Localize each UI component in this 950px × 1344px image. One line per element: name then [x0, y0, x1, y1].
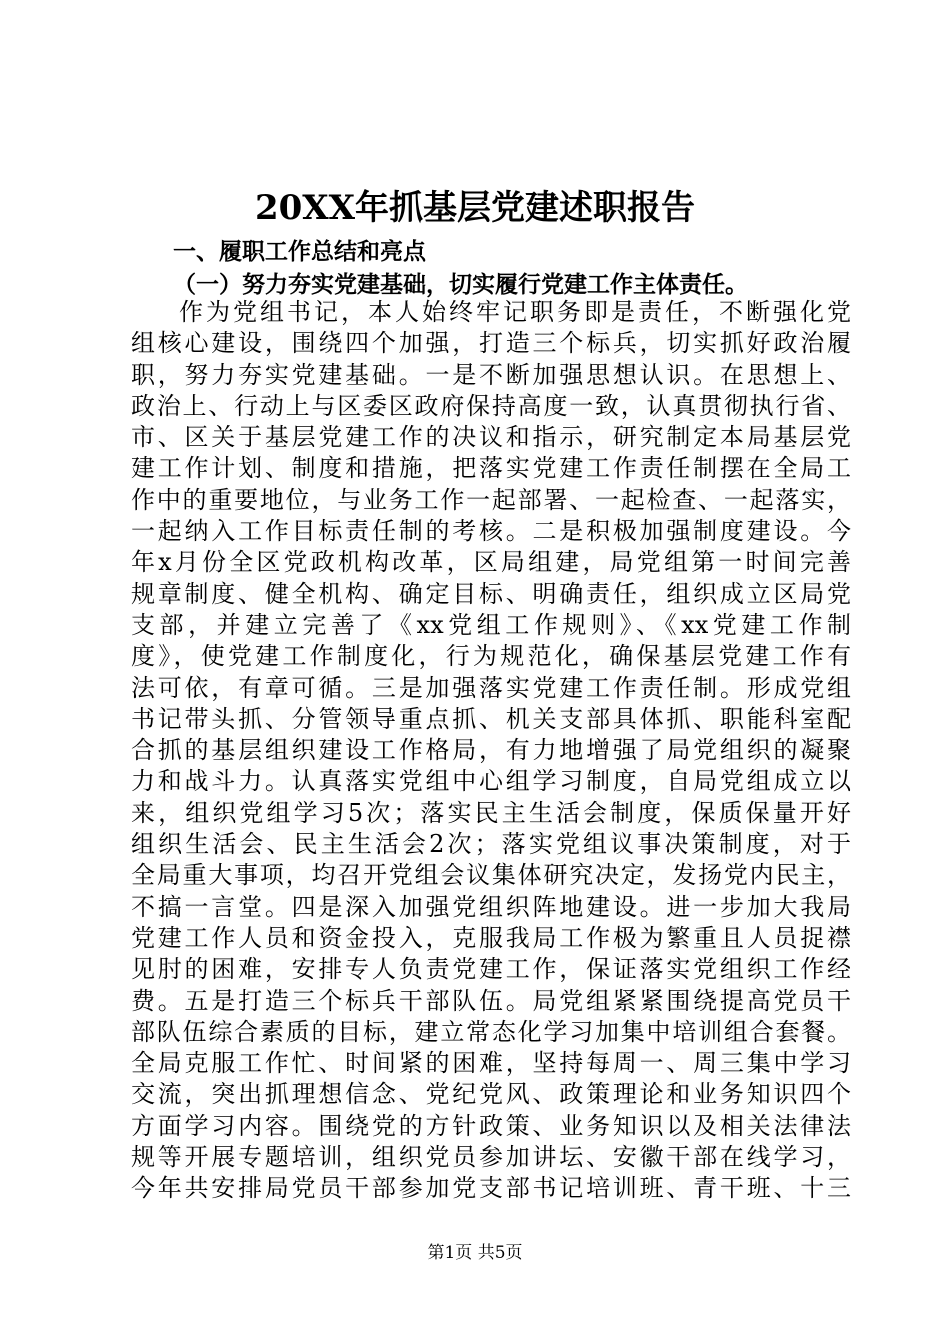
body-line: 交流，突出抓理想信念、党纪党风、政策理论和业务知识四个 — [131, 1080, 851, 1109]
body-line: 不搞一言堂。四是深入加强党组织阵地建设。进一步加大我局 — [131, 892, 851, 921]
body-line: 规等开展专题培训，组织党员参加讲坛、安徽干部在线学习， — [131, 1143, 851, 1172]
body-line: 规章制度、健全机构、确定目标、明确责任，组织成立区局党 — [131, 579, 851, 608]
body-line: 作为党组书记，本人始终牢记职务即是责任，不断强化党 — [179, 298, 851, 326]
body-line: 全局克服工作忙、时间紧的困难，坚持每周一、周三集中学习 — [131, 1049, 851, 1078]
body-line: 今年共安排局党员干部参加党支部书记培训班、青干班、十三 — [131, 1174, 851, 1203]
body-line: 政治上、行动上与区委区政府保持高度一致，认真贯彻执行省、 — [131, 391, 851, 420]
body-line: 作中的重要地位，与业务工作一起部署、一起检查、一起落实， — [131, 485, 851, 514]
body-line: 一起纳入工作目标责任制的考核。二是积极加强制度建设。今 — [131, 517, 851, 546]
body-line: 费。五是打造三个标兵干部队伍。局党组紧紧围绕提高党员干 — [131, 986, 851, 1015]
body-line: 合抓的基层组织建设工作格局，有力地增强了局党组织的凝聚 — [131, 736, 851, 765]
body-line: 年x月份全区党政机构改革，区局组建，局党组第一时间完善 — [131, 548, 851, 577]
body-line: 全局重大事项，均召开党组会议集体研究决定，发扬党内民主， — [131, 861, 851, 890]
body-line: 来，组织党组学习5次；落实民主生活会制度，保质保量开好 — [131, 798, 851, 827]
body-line: 部队伍综合素质的目标，建立常态化学习加集中培训组合套餐。 — [131, 1017, 851, 1046]
body-line: 组织生活会、民主生活会2次；落实党组议事决策制度，对于 — [131, 830, 851, 859]
body-line: 度》，使党建工作制度化，行为规范化，确保基层党建工作有 — [131, 642, 851, 671]
page-footer: 第1页 共5页 — [427, 1243, 523, 1263]
body-line: 力和战斗力。认真落实党组中心组学习制度，自局党组成立以 — [131, 767, 851, 796]
body-paragraph — [131, 297, 851, 1205]
document-title: 20XX年抓基层党建述职报告 — [254, 188, 696, 228]
subsection-heading: （一）努力夯实党建基础，切实履行党建工作主体责任。 — [173, 272, 748, 298]
body-line: 党建工作人员和资金投入，克服我局工作极为繁重且人员捉襟 — [131, 923, 851, 952]
body-line: 方面学习内容。围绕党的方针政策、业务知识以及相关法律法 — [131, 1111, 851, 1140]
body-line: 市、区关于基层党建工作的决议和指示，研究制定本局基层党 — [131, 423, 851, 452]
body-line: 见肘的困难，安排专人负责党建工作，保证落实党组织工作经 — [131, 955, 851, 984]
body-line: 支部，并建立完善了《xx党组工作规则》、《xx党建工作制 — [131, 610, 851, 639]
body-line: 书记带头抓、分管领导重点抓、机关支部具体抓、职能科室配 — [131, 704, 851, 733]
section-heading: 一、履职工作总结和亮点 — [173, 239, 426, 265]
body-line: 组核心建设，围绕四个加强，打造三个标兵，切实抓好政治履 — [131, 329, 851, 358]
body-line: 职，努力夯实党建基础。一是不断加强思想认识。在思想上、 — [131, 360, 851, 389]
body-line: 法可依，有章可循。三是加强落实党建工作责任制。形成党组 — [131, 673, 851, 702]
body-line: 建工作计划、制度和措施，把落实党建工作责任制摆在全局工 — [131, 454, 851, 483]
